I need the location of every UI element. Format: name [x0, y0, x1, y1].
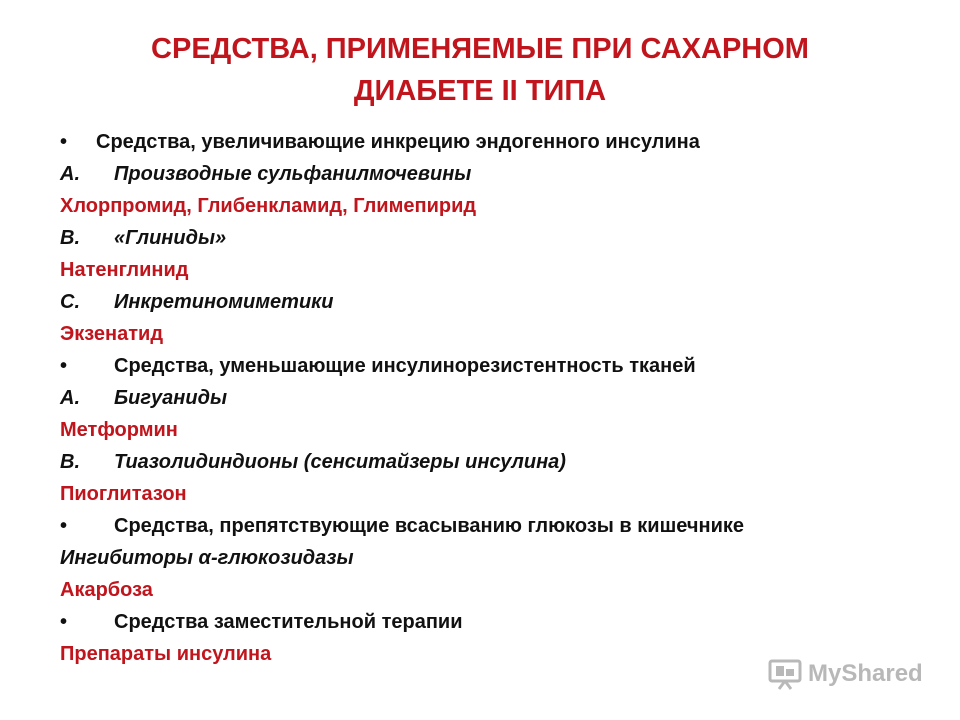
list-item-drug: Метформин: [60, 419, 178, 441]
list-item-drug: Акарбоза: [60, 579, 153, 601]
list-item-subgroup: [60, 542, 940, 574]
list-item-drug: Препараты инсулина: [60, 643, 272, 665]
list-item-bullet: [60, 126, 940, 158]
list-item-subgroup: [60, 158, 940, 190]
list-item-text: «Глиниды»: [114, 227, 227, 249]
list-item-text: Производные сульфанилмочевины: [114, 163, 472, 185]
watermark-text: MyShared: [808, 660, 923, 687]
list-item-bullet: [60, 606, 940, 638]
subgroup-mark: B.: [60, 227, 80, 249]
list-item-subgroup: [60, 286, 940, 318]
subgroup-mark: B.: [60, 451, 80, 473]
list-item-text: Тиазолидиндионы (сенситайзеры инсулина): [114, 451, 566, 473]
list-item-text: Средства, препятствующие всасыванию глюкозы в кишечнике: [114, 515, 744, 537]
slide-title-line-2: ДИАБЕТЕ II ТИПА: [353, 75, 607, 107]
bullet-mark: •: [60, 355, 68, 377]
presentation-board-icon: [768, 658, 802, 690]
slide-title-line-1: СРЕДСТВА, ПРИМЕНЯЕМЫЕ ПРИ САХАРНОМ: [151, 33, 809, 65]
list-item-bullet: [60, 510, 940, 542]
list-item-drug: Экзенатид: [60, 323, 164, 345]
subgroup-mark: C.: [60, 291, 80, 313]
slide-title: [0, 28, 960, 112]
list-item-text: Инкретиномиметики: [114, 291, 334, 313]
subgroup-mark: A.: [60, 163, 80, 185]
list-item-text: Средства, уменьшающие инсулинорезистентность тканей: [114, 355, 696, 377]
subgroup-mark: A.: [60, 387, 80, 409]
list-item-text: Бигуаниды: [114, 387, 228, 409]
list-item-subgroup: [60, 446, 940, 478]
drug-list: [60, 126, 940, 670]
list-item-text: Ингибиторы α-глюкозидазы: [60, 547, 354, 569]
list-item-subgroup: [60, 222, 940, 254]
bullet-mark: •: [60, 611, 68, 633]
list-item-drug: Натенглинид: [60, 259, 189, 281]
watermark-logo: [768, 656, 923, 692]
list-item-text: Средства заместительной терапии: [114, 611, 463, 633]
bullet-mark: •: [60, 131, 68, 153]
list-item-bullet: [60, 350, 940, 382]
list-item-text: Средства, увеличивающие инкрецию эндогенного инсулина: [96, 131, 700, 153]
list-item-drug: Хлорпромид, Глибенкламид, Глимепирид: [60, 195, 477, 217]
bullet-mark: •: [60, 515, 68, 537]
list-item-drug: Пиоглитазон: [60, 483, 187, 505]
list-item-subgroup: [60, 382, 940, 414]
